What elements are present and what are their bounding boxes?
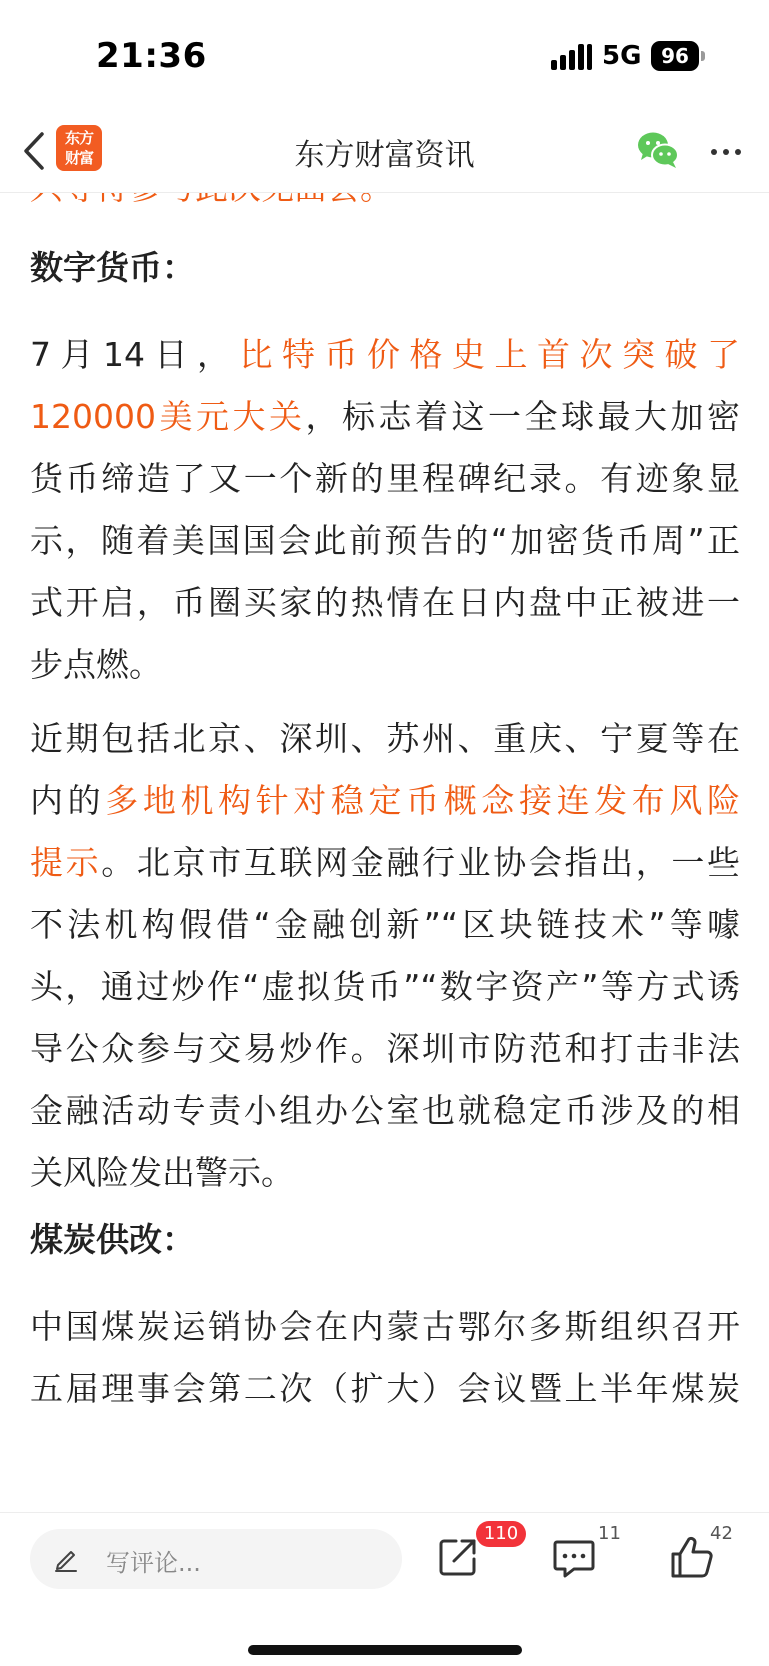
paragraph-text: 。北京市互联网金融行业协会指出，一些 bbox=[101, 843, 741, 882]
paragraph-bitcoin bbox=[30, 324, 740, 696]
paragraph-line bbox=[30, 572, 740, 634]
wechat-icon[interactable] bbox=[636, 128, 680, 172]
paragraph-text: 近期包括北京、深圳、苏州、重庆、宁夏等在 bbox=[30, 719, 740, 758]
paragraph-line bbox=[30, 956, 740, 1018]
article-body bbox=[30, 192, 740, 1512]
highlighted-text: 120000美元大关 bbox=[30, 397, 306, 436]
home-indicator bbox=[248, 1645, 522, 1655]
highlighted-text: 比特币价格史上首次突破了 bbox=[239, 335, 740, 374]
paragraph-text: 7月14日， bbox=[30, 335, 240, 374]
paragraph-coal bbox=[30, 1296, 740, 1420]
comment-placeholder: 写评论... bbox=[106, 1549, 201, 1577]
share-count-badge: 110 bbox=[476, 1521, 526, 1547]
page-title: 东方财富资讯 bbox=[294, 138, 475, 173]
paragraph-line bbox=[30, 324, 740, 386]
paragraph-text: 不法机构假借“金融创新”“区块链技术”等噱 bbox=[30, 905, 740, 944]
paragraph-text: 金融活动专责小组办公室也就稳定币涉及的相 bbox=[30, 1091, 740, 1130]
bottom-action-bar bbox=[0, 1512, 769, 1666]
paragraph-text: 头，通过炒作“虚拟货币”“数字资产”等方式诱 bbox=[30, 967, 740, 1006]
paragraph-line bbox=[30, 894, 740, 956]
pen-icon bbox=[52, 1545, 80, 1573]
logo-text-bottom: 财富 bbox=[64, 149, 93, 167]
comment-count: 11 bbox=[598, 1523, 621, 1544]
share-icon[interactable] bbox=[434, 1533, 482, 1581]
paragraph-text: 中国煤炭运销协会在内蒙古鄂尔多斯组织召开 bbox=[30, 1307, 740, 1346]
paragraph-line bbox=[30, 510, 740, 572]
paragraph-text: 导公众参与交易炒作。深圳市防范和打击非法 bbox=[30, 1029, 740, 1068]
status-bar bbox=[0, 0, 769, 110]
paragraph-line bbox=[30, 386, 740, 448]
signal-icon bbox=[551, 44, 593, 70]
chevron-left-icon[interactable] bbox=[14, 126, 54, 176]
paragraph-line bbox=[30, 770, 740, 832]
paragraph-line bbox=[30, 708, 740, 770]
paragraph-text: ，标志着这一全球最大加密 bbox=[305, 397, 740, 436]
highlighted-text: 多地机构针对稳定币概念接连发布风险 bbox=[105, 781, 741, 820]
status-time: 21:36 bbox=[96, 36, 207, 76]
more-icon[interactable] bbox=[706, 132, 746, 172]
paragraph-line bbox=[30, 832, 740, 894]
section-title-coal-reform: 煤炭供改： bbox=[30, 1220, 195, 1259]
comment-input[interactable] bbox=[30, 1529, 402, 1589]
comment-icon[interactable] bbox=[550, 1533, 598, 1581]
paragraph-text: 内的 bbox=[30, 781, 106, 820]
logo-text-top: 东方 bbox=[64, 129, 93, 147]
paragraph-stablecoin-risk bbox=[30, 708, 740, 1204]
paragraph-text: 货币缔造了又一个新的里程碑纪录。有迹象显 bbox=[30, 459, 740, 498]
paragraph-text: 式开启，币圈买家的热情在日内盘中正被进一 bbox=[30, 583, 740, 622]
paragraph-line bbox=[30, 1142, 740, 1204]
battery-tip bbox=[701, 51, 705, 61]
paragraph-line bbox=[30, 1080, 740, 1142]
battery-icon: 96 bbox=[651, 41, 699, 71]
highlighted-text: 提示 bbox=[30, 843, 102, 882]
network-label: 5G bbox=[602, 41, 642, 71]
paragraph-line bbox=[30, 448, 740, 510]
paragraph-text: 关风险发出警示。 bbox=[30, 1153, 294, 1192]
section-title-digital-currency: 数字货币： bbox=[30, 248, 195, 287]
paragraph-line bbox=[30, 1018, 740, 1080]
paragraph-text: 示，随着美国国会此前预告的“加密货币周”正 bbox=[30, 521, 740, 560]
paragraph-line bbox=[30, 1358, 740, 1420]
like-count: 42 bbox=[710, 1523, 733, 1544]
paragraph-text: 步点燃。 bbox=[30, 645, 162, 684]
thumbs-up-icon[interactable] bbox=[668, 1533, 716, 1581]
paragraph-line bbox=[30, 1296, 740, 1358]
paragraph-text: 五届理事会第二次（扩大）会议暨上半年煤炭 bbox=[30, 1369, 740, 1408]
nav-bar bbox=[0, 110, 769, 193]
paragraph-line bbox=[30, 634, 740, 696]
app-logo[interactable] bbox=[56, 125, 102, 171]
